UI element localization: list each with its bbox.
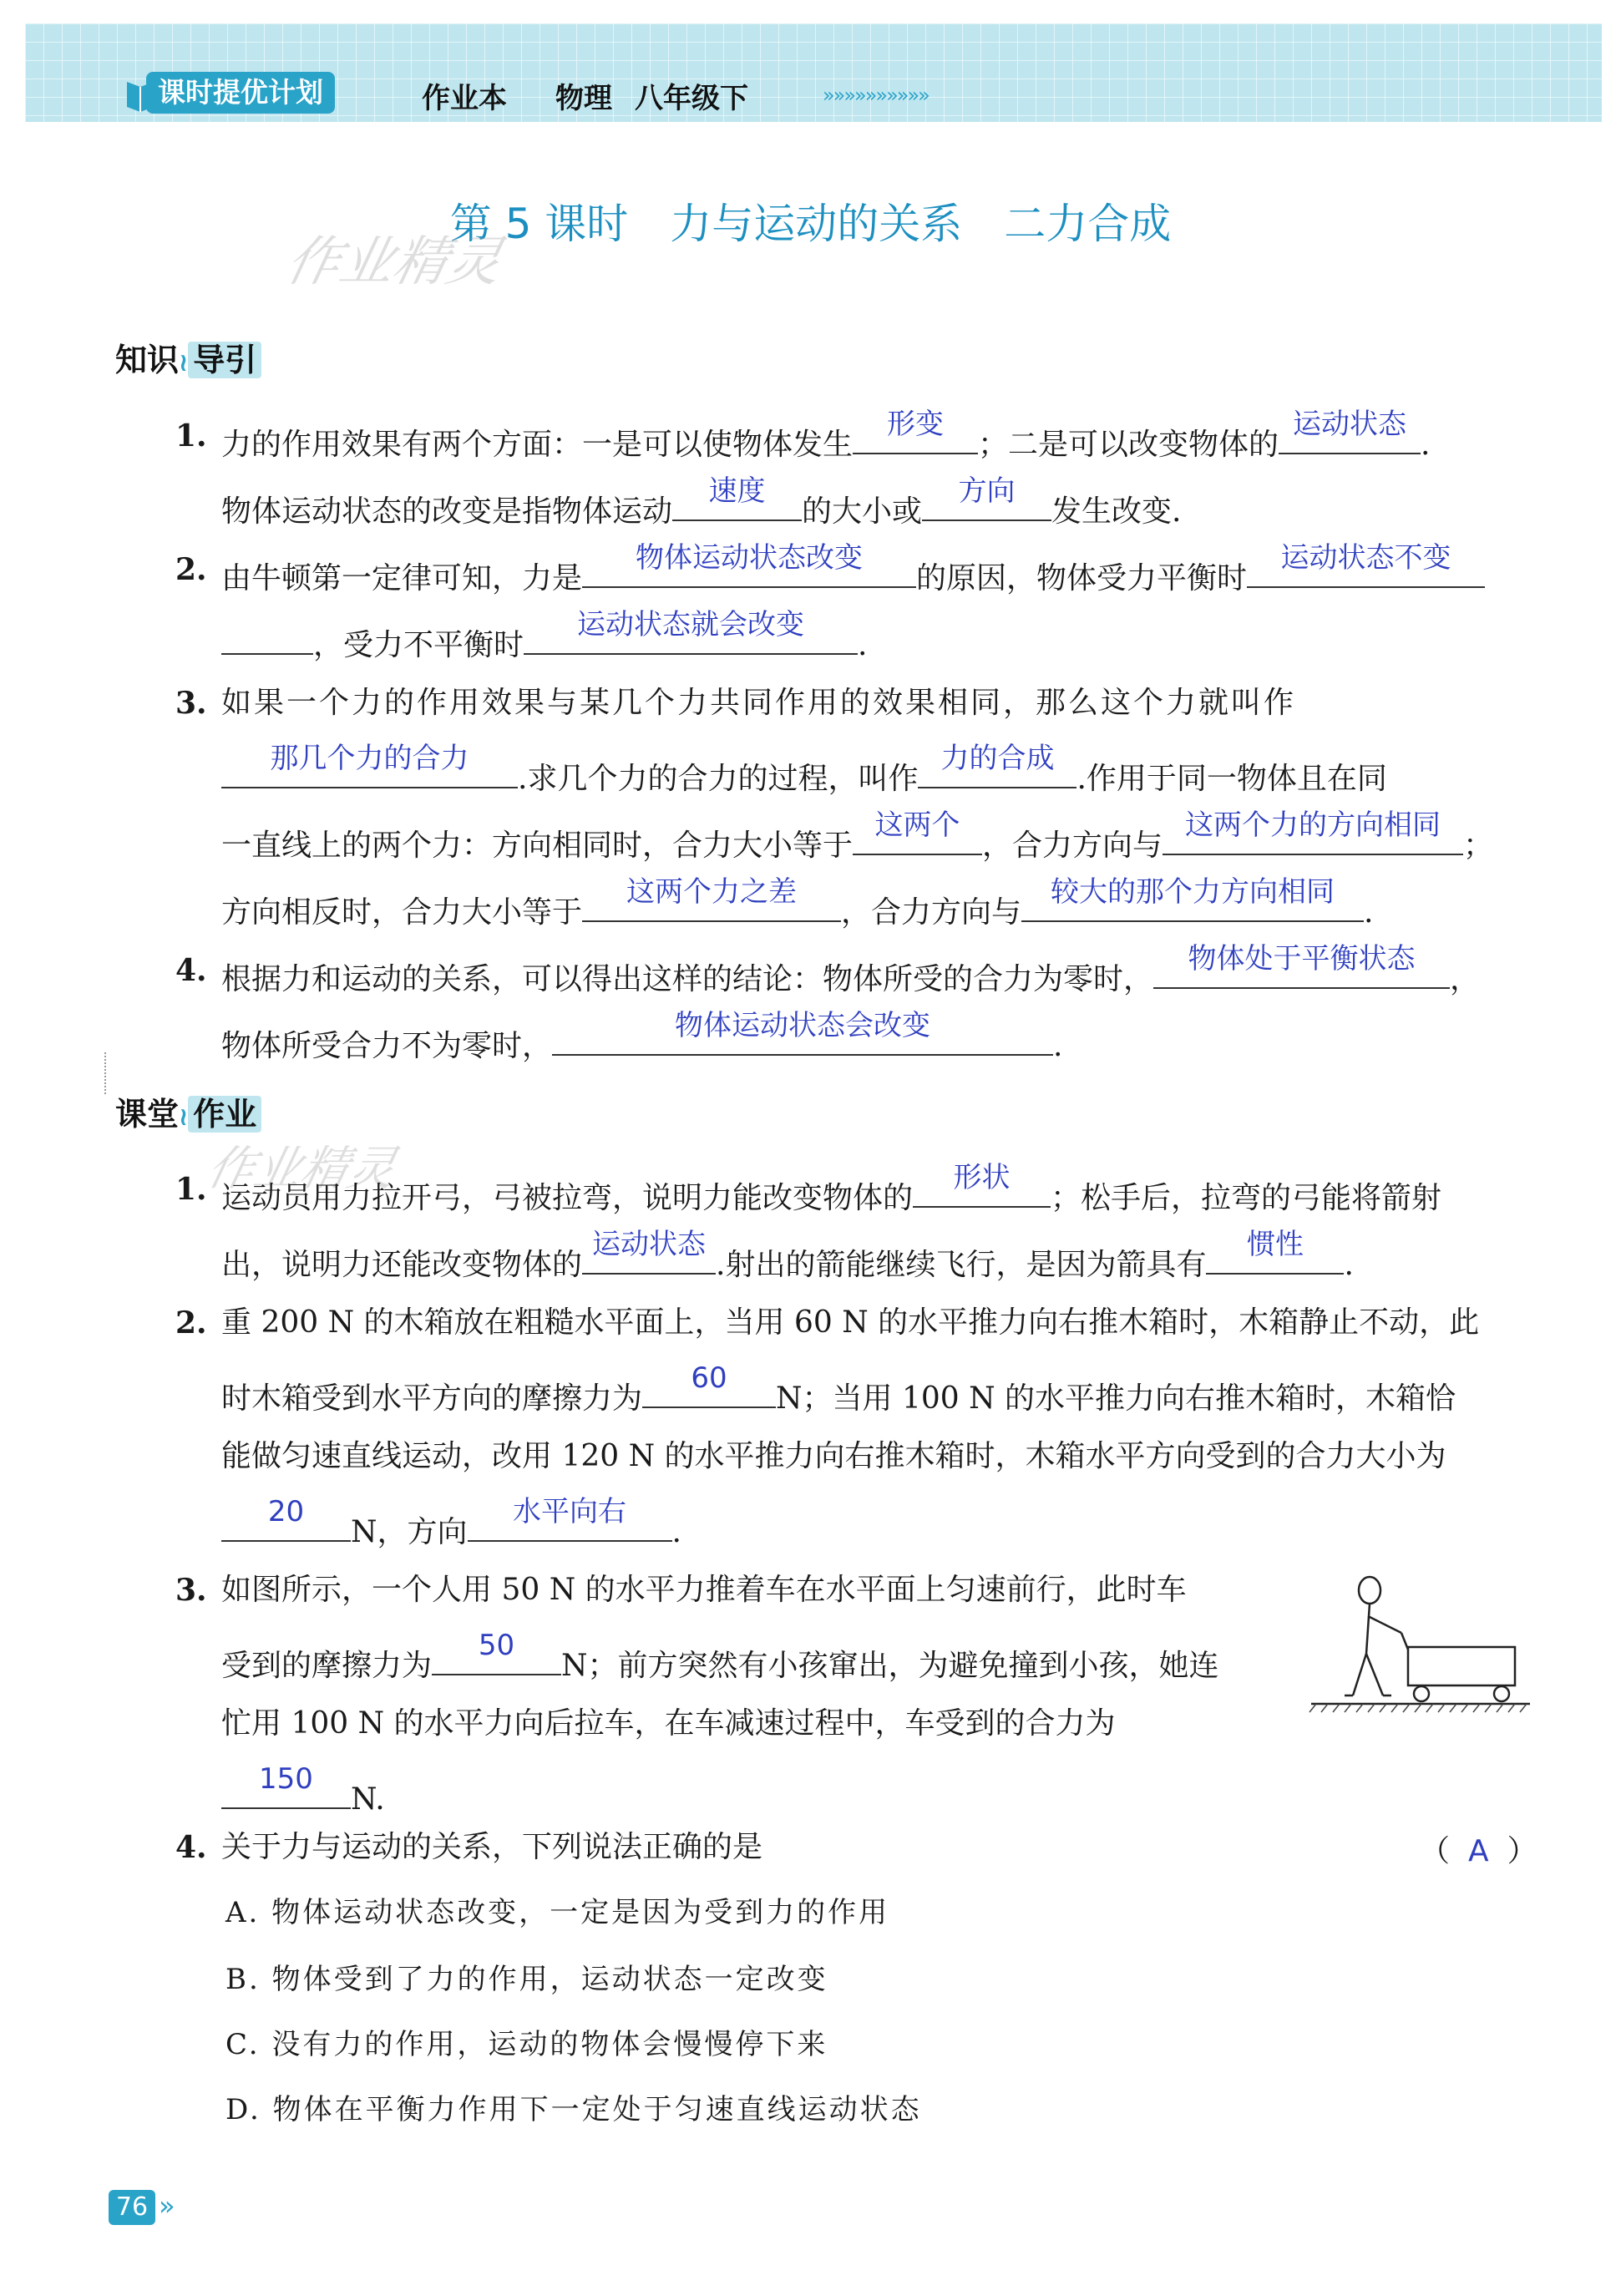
c4-number: 4. — [175, 1830, 207, 1865]
answer-blank: 形变 — [853, 416, 978, 454]
option-a: A. 物体运动状态改变，一定是因为受到力的作用 — [225, 1896, 890, 1929]
answer-blank: 形状 — [913, 1169, 1051, 1208]
c1-line1: 运动员用力拉开弓，弓被拉弯，说明力能改变物体的 形状 ；松手后，拉弯的弓能将箭射 — [221, 1161, 1442, 1215]
k3-line4: 方向相反时，合力大小等于 这两个力之差 ，合力方向与 较大的那个力方向相同 . — [221, 875, 1374, 930]
grade: 八年级下 — [635, 82, 748, 115]
c1-line2: 出，说明力还能改变物体的 运动状态 .射出的箭能继续飞行，是因为箭具有 惯性 . — [221, 1228, 1354, 1282]
page-number: 76 — [109, 2190, 155, 2225]
c2-line1: 重 200 N 的木箱放在粗糙水平面上，当用 60 N 的水平推力向右推木箱时，木箱静止不动，此 — [221, 1305, 1480, 1340]
answer-blank: 150 — [221, 1771, 351, 1809]
lesson-title: 第 5 课时 力与运动的关系 二力合成 — [449, 200, 1172, 248]
answer-blank: 那几个力的合力 — [221, 750, 518, 788]
answer-blank-continued — [221, 616, 313, 655]
answer-blank: 物体运动状态会改变 — [552, 1017, 1053, 1056]
subject: 物理 — [555, 82, 612, 115]
c3-number: 3. — [175, 1573, 207, 1608]
option-b: B. 物体受到了力的作用，运动状态一定改变 — [225, 1963, 828, 1996]
c2-number: 2. — [175, 1305, 207, 1341]
k2-number: 2. — [175, 552, 207, 587]
header-arrows: »»»»»»»»»» — [823, 84, 929, 107]
answer-blank: 运动状态 — [1279, 416, 1421, 454]
c3-line4: 150 N. — [221, 1771, 1532, 1820]
k1-line1: 力的作用效果有两个方面：一是可以使物体发生 形变 ；二是可以改变物体的 运动状态 . — [221, 408, 1431, 462]
k2-line2: ，受力不平衡时 运动状态就会改变 . — [221, 616, 1532, 666]
answer-blank: 这两个力之差 — [582, 884, 841, 922]
k1-number: 1. — [175, 418, 207, 454]
c4-answer: A — [1468, 1834, 1489, 1868]
c2-line4: 20 N，方向 水平向右 . — [221, 1503, 1532, 1553]
section-knowledge-heading: 知识≀ 导引 — [115, 334, 261, 380]
watermark: 作业精灵 — [280, 231, 508, 293]
watermark: 作业精灵 — [202, 1142, 401, 1196]
section-classwork-heading: 课堂≀ 作业 — [115, 1088, 261, 1134]
answer-blank: 速度 — [672, 483, 802, 521]
answer-blank: 物体运动状态改变 — [582, 550, 916, 588]
k4-line2: 物体所受合力不为零时， 物体运动状态会改变 . — [221, 1009, 1063, 1063]
option-c: C. 没有力的作用，运动的物体会慢慢停下来 — [225, 2028, 828, 2061]
answer-blank: 50 — [432, 1637, 561, 1675]
answer-blank: 运动状态 — [582, 1236, 716, 1275]
answer-blank: 水平向右 — [468, 1503, 672, 1542]
divider-dotted — [104, 1052, 108, 1094]
answer-blank: 运动状态就会改变 — [524, 616, 858, 655]
answer-blank: 20 — [221, 1503, 351, 1542]
brand-label: 课时提优计划 — [146, 72, 335, 114]
book-type: 作业本 — [422, 82, 507, 115]
c2-line2: 时木箱受到水平方向的摩擦力为 60 N；当用 100 N 的水平推力向右推木箱时，木箱恰 — [221, 1361, 1456, 1416]
c2-line3: 能做匀速直线运动，改用 120 N 的水平推力向右推木箱时，木箱水平方向受到的合力大小为 — [221, 1439, 1446, 1473]
k2-line1: 由牛顿第一定律可知，力是 物体运动状态改变 的原因，物体受力平衡时 运动状态不变 — [221, 550, 1532, 599]
k3-line1: 如果一个力的作用效果与某几个力共同作用的效果相同，那么这个力就叫作 — [221, 686, 1297, 720]
c3-line2: 受到的摩擦力为 50 N；前方突然有小孩窜出，为避免撞到小孩，她连 — [221, 1629, 1219, 1683]
k4-number: 4. — [175, 953, 207, 988]
answer-blank: 惯性 — [1206, 1236, 1344, 1275]
c3-line1: 如图所示，一个人用 50 N 的水平力推着车在水平面上匀速前行，此时车 — [221, 1573, 1187, 1607]
k3-line2: 那几个力的合力 .求几个力的合力的过程，叫作 力的合成 .作用于同一物体且在同 — [221, 750, 1532, 799]
c1-number: 1. — [175, 1172, 207, 1207]
answer-blank: 物体处于平衡状态 — [1153, 950, 1450, 989]
answer-blank: 力的合成 — [918, 750, 1076, 788]
answer-blank: 60 — [642, 1370, 776, 1408]
answer-blank: 方向 — [922, 483, 1051, 521]
k3-number: 3. — [175, 686, 207, 721]
k4-line1: 根据力和运动的关系，可以得出这样的结论：物体所受的合力为零时， 物体处于平衡状态 ， — [221, 942, 1481, 996]
page-arrow-icon: » — [159, 2190, 175, 2222]
answer-blank: 这两个力的方向相同 — [1163, 817, 1463, 855]
k3-line3: 一直线上的两个力：方向相同时，合力大小等于 这两个 ，合力方向与 这两个力的方向相同 ； — [221, 808, 1494, 863]
answer-blank: 这两个 — [853, 817, 982, 855]
answer-blank: 较大的那个力方向相同 — [1021, 884, 1364, 922]
c4-answer-paren: （ A ） — [1420, 1834, 1537, 1868]
option-d: D. 物体在平衡力作用下一定处于匀速直线运动状态 — [225, 2093, 922, 2126]
c4-stem: 关于力与运动的关系，下列说法正确的是 — [221, 1830, 763, 1864]
k1-line2: 物体运动状态的改变是指物体运动 速度 的大小或 方向 发生改变. — [221, 474, 1182, 529]
answer-blank: 运动状态不变 — [1247, 550, 1485, 588]
c3-line3: 忙用 100 N 的水平力向后拉车，在车减速过程中，车受到的合力为 — [221, 1706, 1116, 1741]
person-pushing-cart-figure — [1303, 1570, 1537, 1721]
